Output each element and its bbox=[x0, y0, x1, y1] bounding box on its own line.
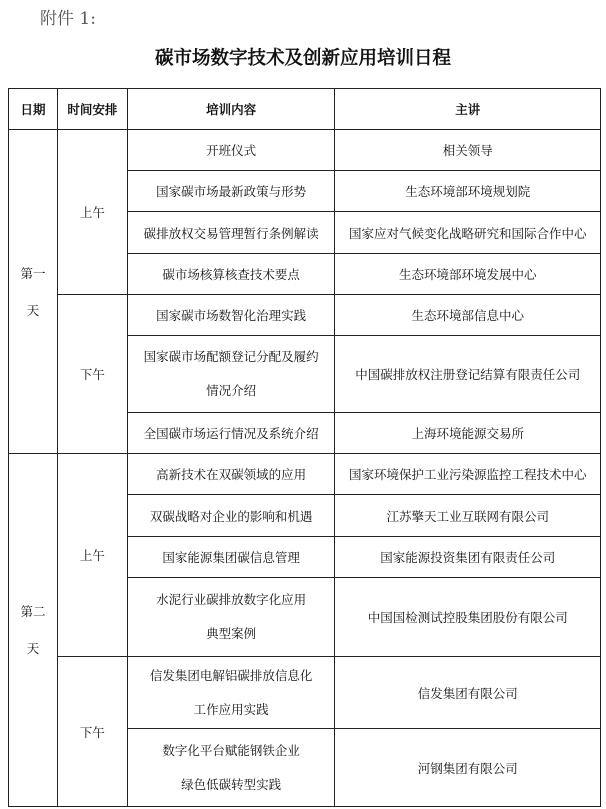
day-cell bbox=[9, 130, 58, 454]
content-cell bbox=[127, 657, 335, 729]
speaker-cell: 国家环境保护工业污染源监控工程技术中心 bbox=[335, 454, 601, 495]
content-cell: 碳市场核算核查技术要点 bbox=[127, 254, 335, 295]
content-line: 国家碳市场配额登记分配及履约 bbox=[143, 349, 319, 364]
period-cell: 上午 bbox=[57, 454, 127, 657]
content-cell: 碳排放权交易管理暂行条例解读 bbox=[127, 212, 335, 254]
speaker-cell: 江苏擎天工业互联网有限公司 bbox=[335, 495, 601, 537]
table-header-row bbox=[9, 89, 601, 130]
day-cell bbox=[9, 454, 58, 807]
speaker-cell: 河钢集团有限公司 bbox=[335, 729, 601, 807]
content-line: 工作应用实践 bbox=[193, 701, 269, 717]
speaker-cell: 国家应对气候变化战略研究和国际合作中心 bbox=[335, 212, 601, 254]
period-cell: 上午 bbox=[57, 130, 127, 295]
speaker-cell: 生态环境部信息中心 bbox=[335, 295, 601, 336]
content-line: 信发集团电解铝碳排放信息化 bbox=[149, 667, 313, 683]
schedule-table bbox=[8, 88, 601, 807]
speaker-cell: 上海环境能源交易所 bbox=[335, 413, 601, 454]
header-speaker: 主讲 bbox=[335, 89, 601, 130]
table-row bbox=[9, 657, 601, 729]
day-label: 天 bbox=[26, 302, 40, 318]
header-content: 培训内容 bbox=[127, 89, 335, 130]
period-cell: 下午 bbox=[57, 657, 127, 807]
day-label: 第二 bbox=[20, 604, 46, 619]
speaker-cell: 信发集团有限公司 bbox=[335, 657, 601, 729]
table-row bbox=[9, 454, 601, 495]
content-cell: 国家能源集团碳信息管理 bbox=[127, 537, 335, 578]
page-title: 碳市场数字技术及创新应用培训日程 bbox=[154, 48, 451, 69]
day-label: 天 bbox=[26, 641, 40, 656]
speaker-cell: 生态环境部环境发展中心 bbox=[335, 254, 601, 295]
speaker-cell: 国家能源投资集团有限责任公司 bbox=[335, 537, 601, 578]
content-cell: 开班仪式 bbox=[127, 130, 335, 171]
header-time: 时间安排 bbox=[57, 89, 127, 130]
content-line: 绿色低碳转型实践 bbox=[181, 776, 282, 792]
attachment-label: 附件 1: bbox=[40, 9, 96, 29]
content-cell bbox=[127, 729, 335, 807]
table-row bbox=[9, 130, 601, 171]
content-cell bbox=[127, 578, 335, 657]
content-cell: 高新技术在双碳领域的应用 bbox=[127, 454, 335, 495]
speaker-cell: 中国碳排放权注册登记结算有限责任公司 bbox=[335, 336, 601, 413]
content-cell: 双碳战略对企业的影响和机遇 bbox=[127, 495, 335, 537]
content-cell bbox=[127, 336, 335, 413]
content-line: 典型案例 bbox=[206, 626, 257, 641]
speaker-cell: 相关领导 bbox=[335, 130, 601, 171]
content-line: 情况介绍 bbox=[206, 383, 257, 398]
period-cell: 下午 bbox=[57, 295, 127, 454]
speaker-cell: 生态环境部环境规划院 bbox=[335, 171, 601, 212]
speaker-cell: 中国国检测试控股集团股份有限公司 bbox=[335, 578, 601, 657]
day-label: 第一 bbox=[20, 265, 46, 281]
content-cell: 国家碳市场数智化治理实践 bbox=[127, 295, 335, 336]
content-cell: 国家碳市场最新政策与形势 bbox=[127, 171, 335, 212]
content-cell: 全国碳市场运行情况及系统介绍 bbox=[127, 413, 335, 454]
header-date: 日期 bbox=[9, 89, 58, 130]
content-line: 水泥行业碳排放数字化应用 bbox=[156, 592, 307, 607]
table-row bbox=[9, 295, 601, 336]
content-line: 数字化平台赋能钢铁企业 bbox=[162, 742, 300, 758]
